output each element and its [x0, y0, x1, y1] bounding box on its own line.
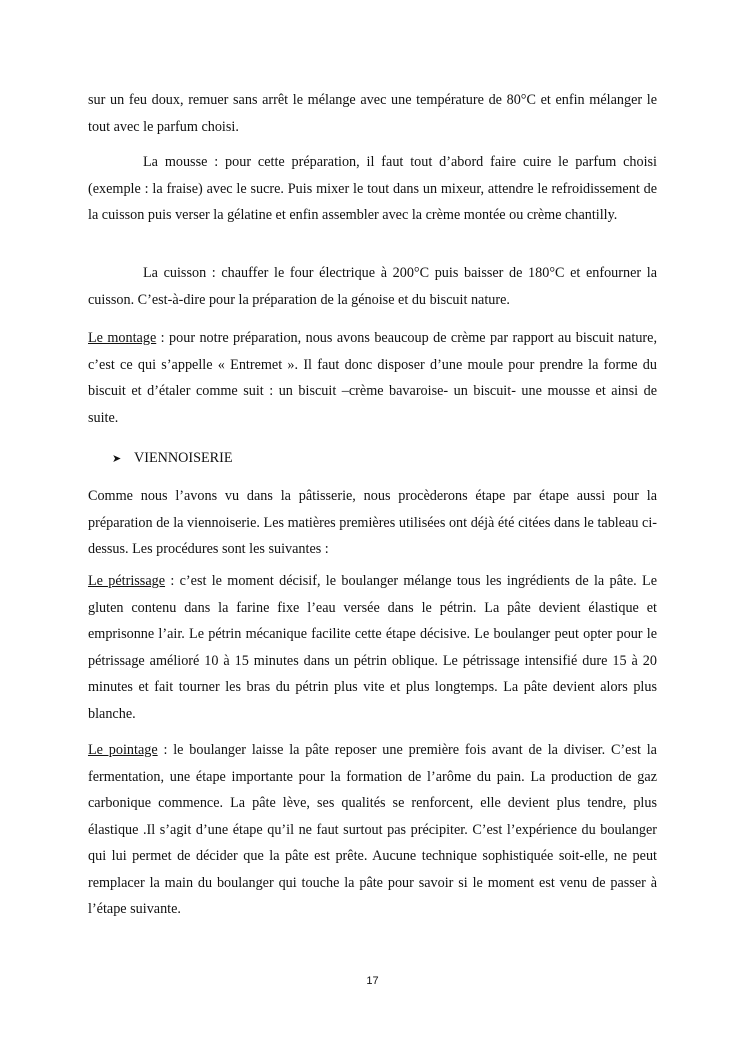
- page-number: 17: [366, 975, 379, 987]
- section-heading: [112, 445, 233, 472]
- paragraph-creme-end: sur un feu doux, remuer sans arrêt le mélange avec une température de 80°C et enfin mélanger le tout avec le parfum choisi.: [88, 92, 657, 135]
- text-petrissage: : c’est le moment décisif, le boulanger mélange tous les ingrédients de la pâte. Le gluten contenu dans la farine fixe l’eau versée dans le pétrin. La pâte devient élastique et emprisonne l’air. Le pétrin mécanique facilite cette étape décisive. Le boulanger peut opter pour le pétrissage amélioré 10 à 15 minutes dans un pétrin oblique. Le pétrissage intensifié dure 15 à 20 minutes et fait tourner les bras du pétrin plus vite et plus longtemps. La pâte devient alors plus blanche.: [88, 573, 657, 722]
- section-heading-text: VIENNOISERIE: [134, 450, 233, 466]
- term-pointage: Le pointage: [88, 742, 158, 758]
- paragraph-viennoiserie-intro: Comme nous l’avons vu dans la pâtisserie, nous procèderons étape par étape aussi pour la préparation de la viennoiserie. Les matières premières utilisées ont déjà été citées dans le tableau ci-dessus. Les procédures sont les suivantes :: [88, 488, 657, 557]
- paragraph-cuisson: La cuisson : chauffer le four électrique à 200°C puis baisser de 180°C et enfourner la cuisson. C’est-à-dire pour la préparation de la génoise et du biscuit nature.: [88, 265, 657, 308]
- paragraph-mousse: La mousse : pour cette préparation, il faut tout d’abord faire cuire le parfum choisi (exemple : la fraise) avec le sucre. Puis mixer le tout dans un mixeur, attendre le refroidissement de la cuisson puis verser la gélatine et enfin assembler avec la crème montée ou crème chantilly.: [88, 154, 657, 223]
- term-montage: Le montage: [88, 330, 157, 346]
- text-montage: : pour notre préparation, nous avons beaucoup de crème par rapport au biscuit nature, c’est ce qui s’appelle « Entremet ». Il faut donc disposer d’une moule pour prendre la forme du biscuit et d’étaler comme suit : un biscuit –crème bavaroise- un biscuit- une mousse et ainsi de suite.: [88, 330, 657, 426]
- term-petrissage: Le pétrissage: [88, 573, 166, 589]
- text-pointage: : le boulanger laisse la pâte reposer une première fois avant de la diviser. C’est la fermentation, une étape importante pour la formation de l’arôme du pain. La production de gaz carbonique commence. La pâte lève, ses qualités se renforcent, elle devient plus tendre, plus élastique .Il s’agit d’une étape qu’il ne faut surtout pas précipiter. C’est l’expérience du boulanger qui lui permet de décider que la pâte est prête. Aucune technique sophistiquée soit-elle, ne peut remplacer la main du boulanger qui touche la pâte pour savoir si le moment est venu de passer à l’étape suivante.: [88, 742, 657, 917]
- arrow-bullet-icon: ➤: [112, 453, 122, 465]
- paragraph-pointage: [88, 737, 657, 923]
- paragraph-montage: [88, 325, 657, 431]
- paragraph-petrissage: [88, 568, 657, 727]
